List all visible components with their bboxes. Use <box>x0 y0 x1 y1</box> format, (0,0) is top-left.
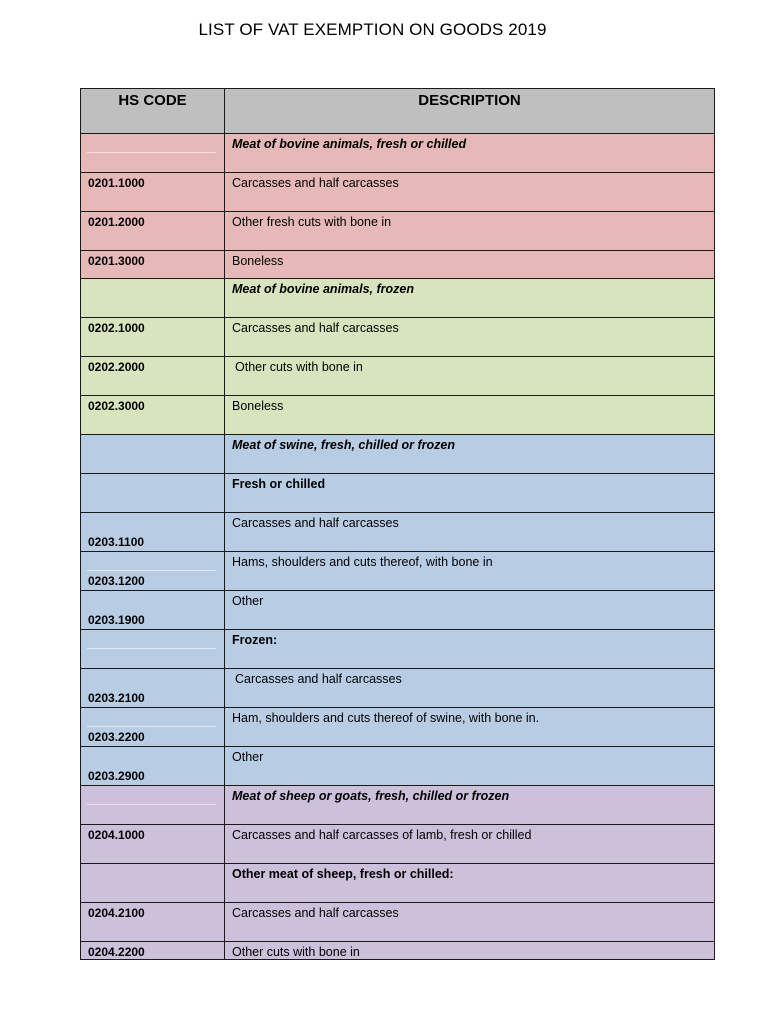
table-row <box>81 396 715 435</box>
hs-code-cell: 0203.2200 <box>81 708 225 747</box>
hs-code-cell: 0201.3000 <box>81 251 225 279</box>
description-cell: Other <box>225 747 715 786</box>
description-cell: Carcasses and half carcasses <box>225 669 715 708</box>
table-row <box>81 279 715 318</box>
description-cell: Boneless <box>225 396 715 435</box>
table-row <box>81 318 715 357</box>
description-cell: Meat of bovine animals, fresh or chilled <box>225 134 715 173</box>
hs-code-cell <box>81 864 225 903</box>
table-row <box>81 591 715 630</box>
vat-exemption-table <box>80 88 715 960</box>
hs-code-cell <box>81 474 225 513</box>
description-cell: Ham, shoulders and cuts thereof of swine, with bone in. <box>225 708 715 747</box>
description-cell: Carcasses and half carcasses <box>225 318 715 357</box>
description-cell: Fresh or chilled <box>225 474 715 513</box>
description-cell: Meat of sheep or goats, fresh, chilled or frozen <box>225 786 715 825</box>
table-row <box>81 251 715 279</box>
hs-code-cell: 0204.2200 <box>81 942 225 960</box>
description-cell: Carcasses and half carcasses <box>225 513 715 552</box>
description-cell: Carcasses and half carcasses of lamb, fresh or chilled <box>225 825 715 864</box>
description-cell: Carcasses and half carcasses <box>225 173 715 212</box>
page-title: LIST OF VAT EXEMPTION ON GOODS 2019 <box>198 20 547 39</box>
table-row <box>81 212 715 251</box>
table-row <box>81 942 715 960</box>
table-row <box>81 669 715 708</box>
table-row <box>81 173 715 212</box>
table-row <box>81 708 715 747</box>
hs-code-cell: 0203.2100 <box>81 669 225 708</box>
hs-code-cell <box>81 279 225 318</box>
description-cell: Boneless <box>225 251 715 279</box>
table-row <box>81 825 715 864</box>
hs-code-cell: 0203.2900 <box>81 747 225 786</box>
hs-code-cell: 0204.1000 <box>81 825 225 864</box>
table-row <box>81 134 715 173</box>
table-row <box>81 630 715 669</box>
description-cell: Hams, shoulders and cuts thereof, with bone in <box>225 552 715 591</box>
hs-code-cell <box>81 630 225 669</box>
table-row <box>81 864 715 903</box>
description-cell: Other meat of sheep, fresh or chilled: <box>225 864 715 903</box>
description-cell: Other cuts with bone in <box>225 942 715 960</box>
description-header: DESCRIPTION <box>225 89 715 134</box>
description-cell: Other <box>225 591 715 630</box>
description-cell: Meat of swine, fresh, chilled or frozen <box>225 435 715 474</box>
hs-code-cell <box>81 134 225 173</box>
hs-code-cell: 0202.2000 <box>81 357 225 396</box>
hs-code-cell: 0202.3000 <box>81 396 225 435</box>
table-row <box>81 747 715 786</box>
hs-code-cell: 0203.1900 <box>81 591 225 630</box>
hs-code-cell: 0202.1000 <box>81 318 225 357</box>
hs-code-cell: 0204.2100 <box>81 903 225 942</box>
hs-code-cell: 0201.1000 <box>81 173 225 212</box>
hs-code-cell: 0203.1200 <box>81 552 225 591</box>
table-row <box>81 552 715 591</box>
table-row <box>81 903 715 942</box>
table-row <box>81 786 715 825</box>
hs-code-cell <box>81 435 225 474</box>
hs-code-cell <box>81 786 225 825</box>
description-cell: Other cuts with bone in <box>225 357 715 396</box>
table-row <box>81 474 715 513</box>
table-row <box>81 357 715 396</box>
description-cell: Meat of bovine animals, frozen <box>225 279 715 318</box>
hs-code-header: HS CODE <box>81 89 225 134</box>
description-cell: Frozen: <box>225 630 715 669</box>
table-row <box>81 435 715 474</box>
table-header-row <box>81 89 715 134</box>
hs-code-cell: 0201.2000 <box>81 212 225 251</box>
description-cell: Other fresh cuts with bone in <box>225 212 715 251</box>
description-cell: Carcasses and half carcasses <box>225 903 715 942</box>
table-row <box>81 513 715 552</box>
hs-code-cell: 0203.1100 <box>81 513 225 552</box>
